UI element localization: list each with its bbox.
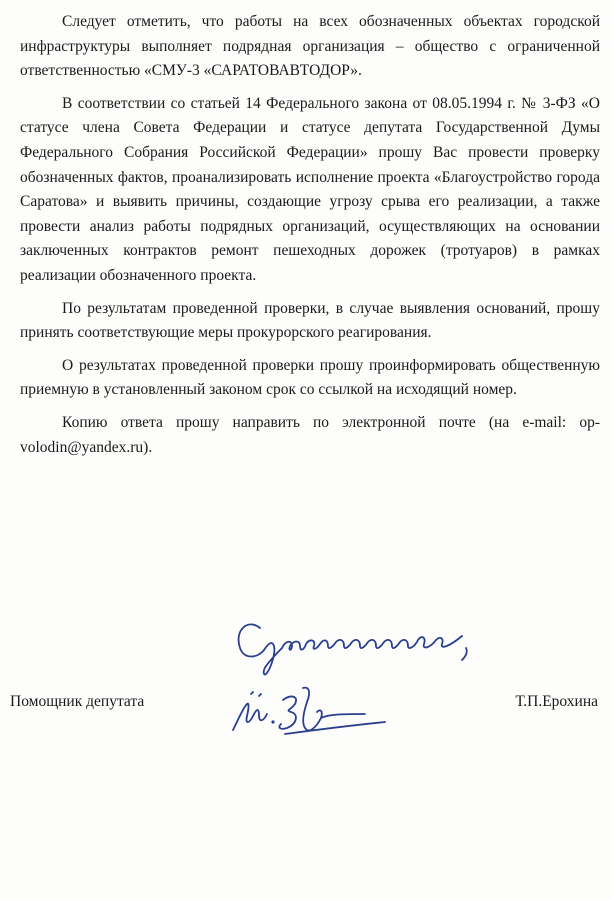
letter-body <box>20 10 600 466</box>
paragraph-inform-reception: О результатах проведенной проверки прошу проинформировать общественную приемную в установленный законом срок со ссылкой на исходящий номер. <box>20 356 600 399</box>
signer-position: Помощник депутата <box>10 693 145 710</box>
handwritten-signature <box>225 678 395 748</box>
paragraph-email-reply: Копию ответа прошу направить по электронной почте (на e-mail: op-volodin@yandex.ru). <box>20 413 600 456</box>
signer-name: Т.П.Ерохина <box>515 693 598 710</box>
signature-block <box>0 600 612 760</box>
paragraph-request-inspection: В соответствии со статьей 14 Федерального закона от 08.05.1994 г. № 3-ФЗ «О статусе члена Совета Федерации и статусе депутата Государственной Думы Федерального Собрания Российской Федерации» прошу Вас провести проверку обозначенных фактов, проанализировать исполнение проекта «Благоустройство города Саратова» и выявить причины, создающие угрозу срыва его реализации, а также провести анализ работы подрядных организаций, осуществляющих на основании заключенных контрактов ремонт пешеходных дорожек (тротуаров) в рамках реализации обозначенного проекта. <box>20 94 600 284</box>
handwritten-salutation <box>230 610 480 680</box>
paragraph-contractor: Следует отметить, что работы на всех обозначенных объектах городской инфраструктуры выполняет подрядная организация – общество с ограниченной ответственностью «СМУ-3 «САРАТОВАВТОДОР». <box>20 13 600 80</box>
paragraph-prosecutorial-measures: По результатам проведенной проверки, в случае выявления оснований, прошу принять соответствующие меры прокурорского реагирования. <box>20 299 600 342</box>
